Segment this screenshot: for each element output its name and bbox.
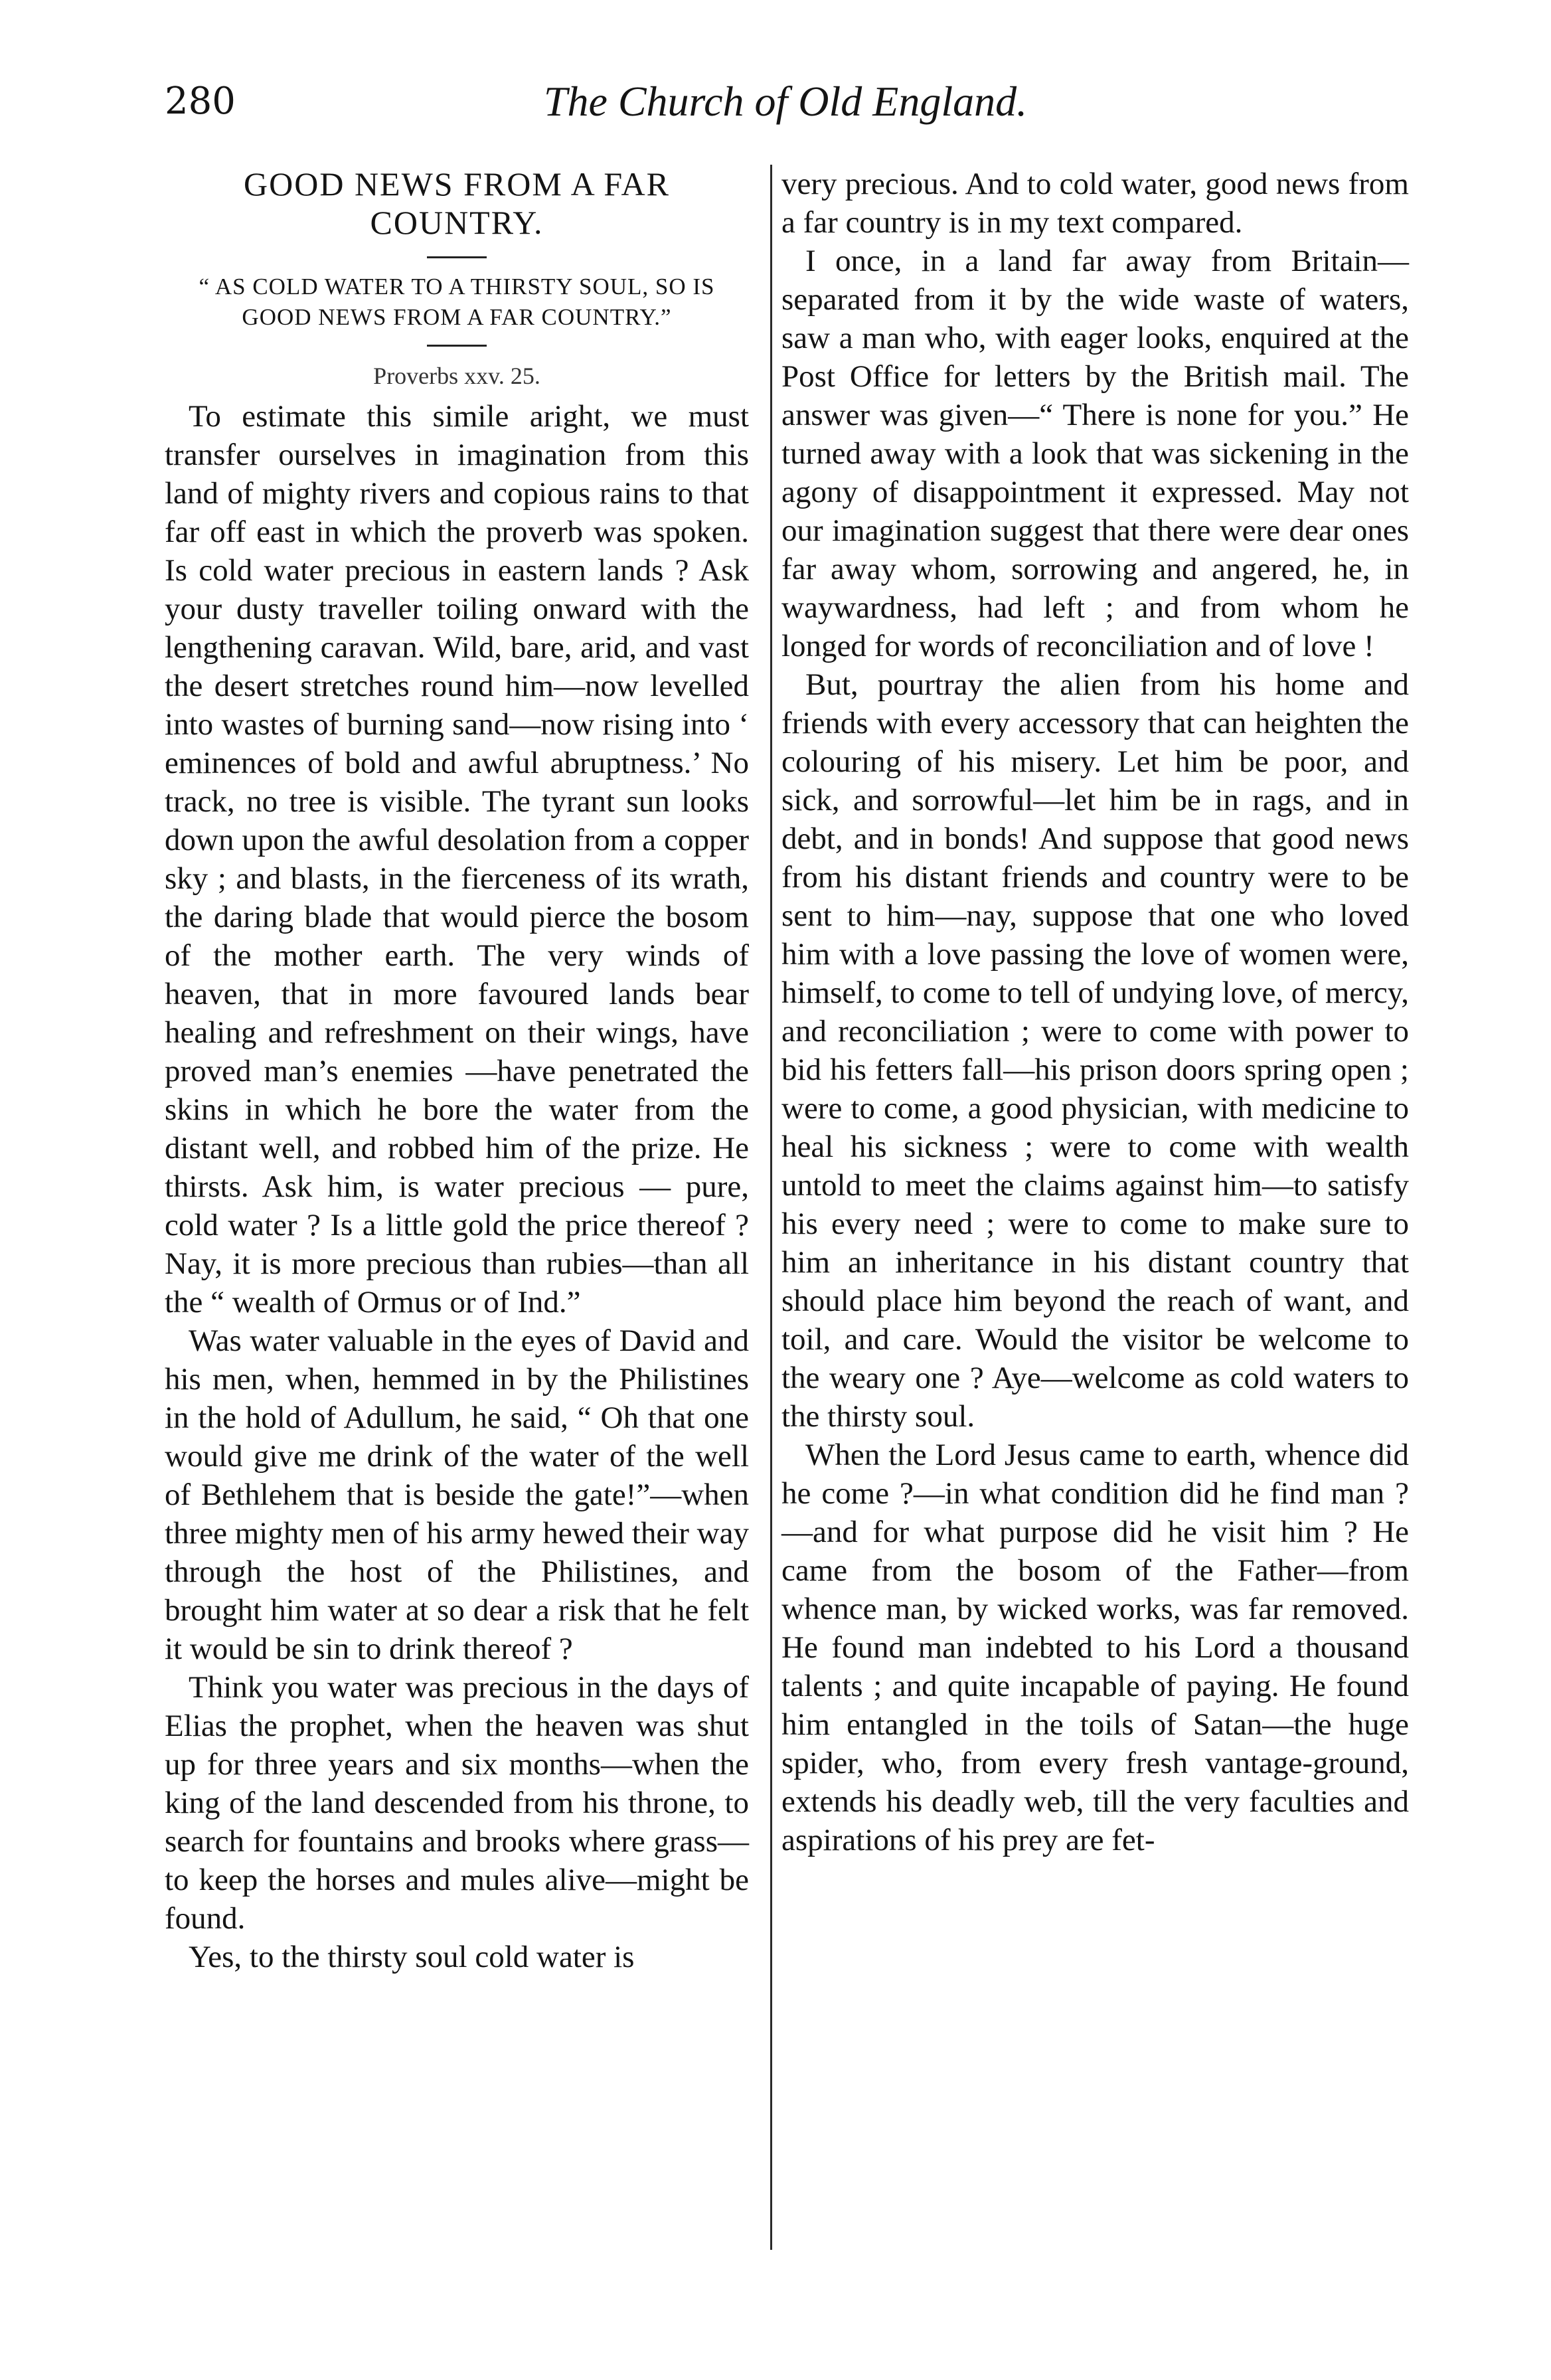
paragraph: To estimate this simile aright, we must transfer ourselves in imagination from this land of mighty rivers and copious rains to that far off east in which the proverb was spoken. Is cold water precious in eastern lands ? Ask your dusty traveller toiling onward with the lengthening caravan. Wild, bare, arid, and vast the desert stretches round him—now levelled into wastes of burning sand—now rising into ‘ eminences of bold and awful abruptness.’ No track, no tree is visible. The tyrant sun looks down upon the awful desolation from a copper sky ; and blasts, in the fierceness of its wrath, the daring blade that would pierce the bosom of the mother earth. The very winds of heaven, that in more favoured lands bear healing and refreshment on their wings, have proved man’s enemies —have penetrated the skins in which he bore the water from the distant well, and robbed him of the prize. He thirsts. Ask him, is water precious — pure, cold water ? Is a little gold the price thereof ? Nay, it is more precious than rubies—than all the “ wealth of Ormus or of Ind.” <box>165 399 749 1319</box>
paragraph: Was water valuable in the eyes of David and his men, when, hemmed in by the Philistines in the hold of Adullum, he said, “ Oh that one would give me drink of the water of the well of Bethlehem that is beside the gate!”—when three mighty men of his army hewed their way through the host of the Philistines, and brought him water at so dear a risk that he felt it would be sin to drink thereof ? <box>165 1323 749 1666</box>
article-title: GOOD NEWS FROM A FAR COUNTRY. <box>244 165 670 241</box>
paragraph: When the Lord Jesus came to earth, whence did he come ?—in what condition did he find man ?—and for what purpose did he visit him ? He came from the bosom of the Father—from whence man, by wicked works, was far removed. He found man indebted to his Lord a thousand talents ; and quite incapable of paying. He found him entangled in the toils of Satan—the huge spider, who, from every fresh vantage-ground, extends his deadly web, till the very faculties and aspirations of his prey are fet- <box>781 1438 1409 1857</box>
running-title: The Church of Old England. <box>543 78 1028 125</box>
scripture-citation: Proverbs xxv. 25. <box>373 363 540 389</box>
paragraph: I once, in a land far away from Britain—separated from it by the wide waste of waters, saw a man who, with eager looks, enquired at the Post Office for letters by the British mail. The answer was given—“ There is none for you.” He turned away with a look that was sickening in the agony of disappointment it expressed. May not our imagination suggest that there were dear ones far away whom, sorrowing and angered, he, in waywardness, had left ; and from whom he longed for words of reconciliation and of love ! <box>781 244 1409 663</box>
paragraph: Yes, to the thirsty soul cold water is <box>189 1940 635 1974</box>
paragraph: Think you water was precious in the days of Elias the prophet, when the heaven was shut up for three years and six months—when the king of the land descended from his throne, to search for fountains and brooks where grass—to keep the horses and mules alive—might be found. <box>165 1670 749 1936</box>
paragraph: But, pourtray the alien from his home and friends with every accessory that can heighten the colouring of his misery. Let him be poor, and sick, and sorrowful—let him be in rags, and in debt, and in bonds! And suppose that good news from his distant friends and country were to be sent to him—nay, suppose that one who loved him with a love passing the love of women were, himself, to come to tell of undying love, of mercy, and reconciliation ; were to come with power to bid his fetters fall—his prison doors spring open ; were to come, a good physician, with medicine to heal his sickness ; were to come with wealth untold to meet the claims against him—to satisfy his every need ; were to come to make sure to him an inheritance in his distant country that should place him beyond the reach of want, and toil, and care. Would the visitor be welcome to the weary one ? Aye—welcome as cold waters to the thirsty soul. <box>781 667 1409 1434</box>
right-column <box>770 165 1409 2250</box>
epigraph-rule <box>427 345 487 347</box>
paragraph: very precious. And to cold water, good news from a far country is in my text compared. <box>781 167 1409 240</box>
epigraph: “ AS COLD WATER TO A THIRSTY SOUL, SO IS GOOD NEWS FROM A FAR COUNTRY.” <box>199 274 715 330</box>
title-rule <box>427 256 487 258</box>
page-number: 280 <box>165 80 236 123</box>
running-head <box>165 72 1406 131</box>
left-column <box>165 165 749 1976</box>
